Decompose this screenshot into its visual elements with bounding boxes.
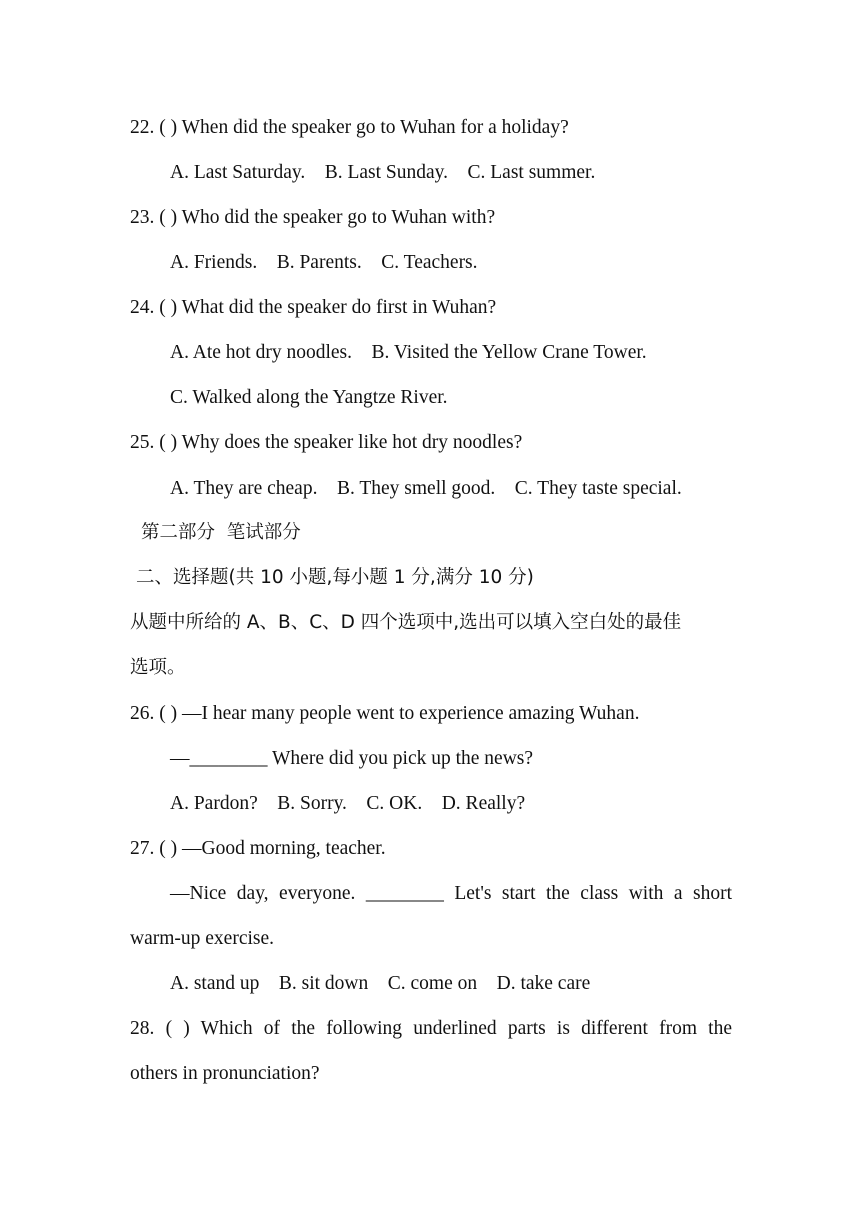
question-24-stem: 24. ( ) What did the speaker do first in Wuhan? [130, 297, 497, 318]
question-28-stem-line1: 28. ( ) Which of the following underlined parts is different from the [130, 1018, 732, 1039]
question-27-reply-line2: warm-up exercise. [130, 928, 275, 949]
question-26-options: A. Pardon? B. Sorry. C. OK. D. Really? [170, 793, 526, 814]
question-27-stem: 27. ( ) —Good morning, teacher. [130, 838, 386, 859]
question-23-stem: 23. ( ) Who did the speaker go to Wuhan with? [130, 207, 496, 228]
part-two-title: 第二部分 笔试部分 [141, 522, 301, 543]
instruction-line1: 从题中所给的 A、B、C、D 四个选项中,选出可以填入空白处的最佳 [130, 612, 682, 633]
question-26-stem: 26. ( ) —I hear many people went to experience amazing Wuhan. [130, 703, 640, 724]
question-23-options: A. Friends. B. Parents. C. Teachers. [170, 252, 478, 273]
question-28-stem-line2: others in pronunciation? [130, 1063, 320, 1084]
question-24-options-line1: A. Ate hot dry noodles. B. Visited the Yellow Crane Tower. [170, 342, 647, 363]
question-22-options: A. Last Saturday. B. Last Sunday. C. Last summer. [170, 162, 596, 183]
question-22-stem: 22. ( ) When did the speaker go to Wuhan for a holiday? [130, 117, 569, 138]
question-25-options: A. They are cheap. B. They smell good. C. They taste special. [170, 478, 682, 499]
question-27-reply-line1: —Nice day, everyone. ________ Let's start the class with a short [170, 883, 732, 904]
section-title: 二、选择题(共 10 小题,每小题 1 分,满分 10 分) [136, 567, 534, 588]
question-27-options: A. stand up B. sit down C. come on D. take care [170, 973, 591, 994]
question-26-reply: —________ Where did you pick up the news? [170, 748, 534, 769]
instruction-line2: 选项。 [130, 657, 186, 678]
question-25-stem: 25. ( ) Why does the speaker like hot dry noodles? [130, 432, 523, 453]
question-24-options-line2: C. Walked along the Yangtze River. [170, 387, 448, 408]
